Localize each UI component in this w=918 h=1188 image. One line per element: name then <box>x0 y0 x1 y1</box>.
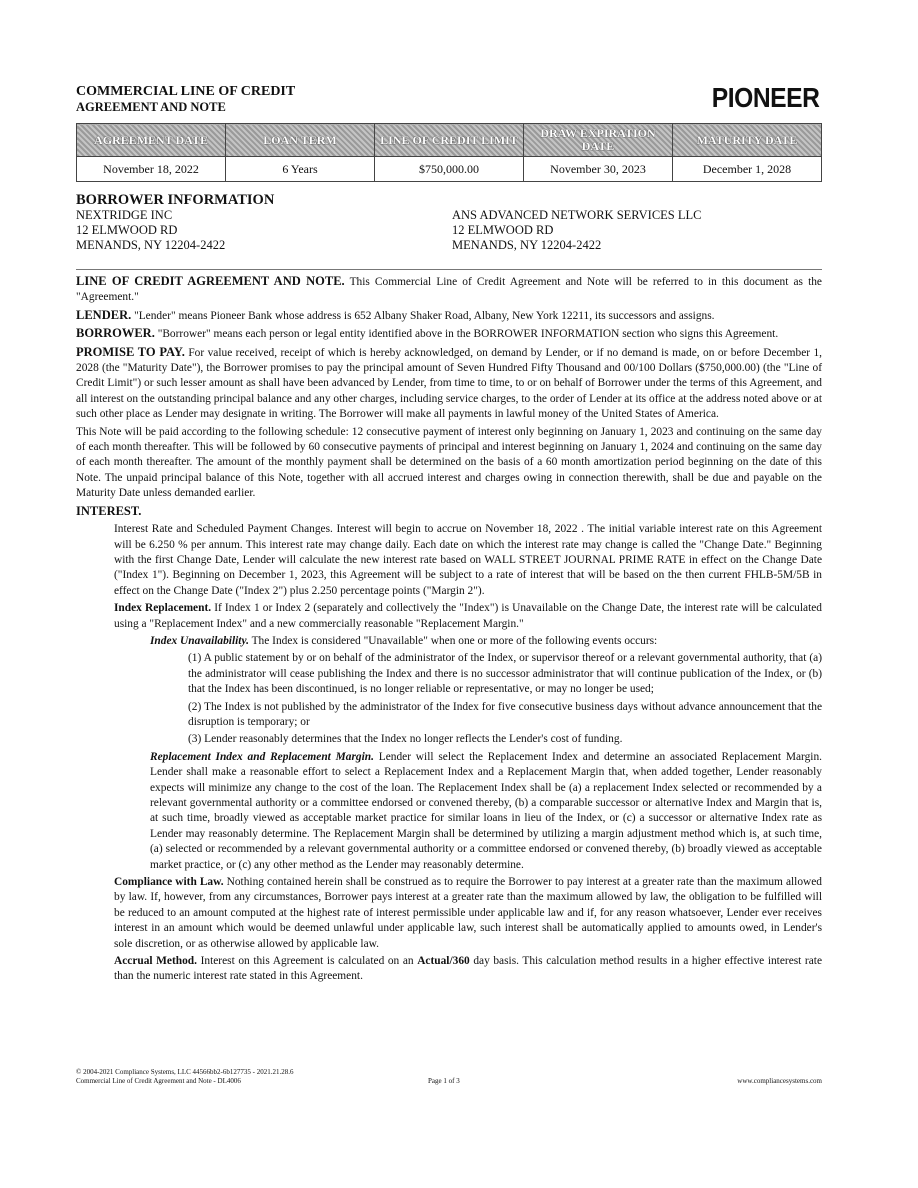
promise-paragraph <box>76 345 822 423</box>
footer-page-number: Page 1 of 3 <box>428 1077 460 1085</box>
replacement-heading: Index Replacement. <box>114 602 212 615</box>
document-title: COMMERCIAL LINE OF CREDIT <box>76 84 296 99</box>
lender-paragraph <box>76 308 822 324</box>
borrower-def-text: "Borrower" means each person or legal entity identified above in the BORROWER INFORMATION section who signs this Agreement. <box>157 328 779 341</box>
credit-limit-value: $750,000.00 <box>375 157 524 182</box>
agreement-body <box>76 274 822 987</box>
agreement-date-value: November 18, 2022 <box>77 157 226 182</box>
document-header <box>76 84 822 118</box>
header-loan-term: LOAN TERM <box>226 124 375 157</box>
interest-heading: INTEREST. <box>76 503 142 518</box>
borrower-left <box>76 208 225 253</box>
accrual-paragraph <box>114 954 822 985</box>
borrower-right-city: MENANDS, NY 12204-2422 <box>452 238 602 252</box>
agreement-paragraph <box>76 274 822 306</box>
replacement-margin-paragraph <box>150 750 822 873</box>
unavailability-item-1: (1) A public statement by or on behalf of the administrator of the Index, or supervisor thereof or a relevant governmental authority, that (a) the administrator will cease publishing the Index and there is no successor administrator that will continue publication of the Index, or (b) that the Index has been discontinued, is no longer reliable or representative, or may no longer be used; <box>188 652 822 696</box>
promise-text: For value received, receipt of which is hereby acknowledged, on demand by Lender, or if no demand is made, on or before December 1, 2028 (the "Maturity Date"), the Borrower promises to pay the principal amount of Seven Hundred Fifty Thousand and 00/100 Dollars ($750,000.00) (the "Line of Credit Limit") or such lesser amount as shall have been advanced by Lender, from time to time, to or on behalf of Borrower under the terms of this Agreement, and all interest on the outstanding principal balance and any other charges, including service charges, to the order of Lender at its office at the address noted above or at such other place as Lender may designate in writing. The Borrower will make all payments in lawful money of the United States of America. <box>76 346 823 421</box>
unavailability-heading: Index Unavailability. <box>150 634 249 647</box>
maturity-date-value: December 1, 2028 <box>673 157 822 182</box>
footer-website: www.compliancesystems.com <box>737 1077 822 1085</box>
footer-form-name: Commercial Line of Credit Agreement and Note - DL4006 <box>76 1077 241 1085</box>
lender-heading: LENDER. <box>76 307 132 322</box>
promise-heading: PROMISE TO PAY. <box>76 344 185 359</box>
lender-text: "Lender" means Pioneer Bank whose address is 652 Albany Shaker Road, Albany, New York 12211, its successors and assigns. <box>134 309 715 322</box>
header-maturity-date: MATURITY DATE <box>673 124 822 157</box>
borrower-right <box>452 208 701 253</box>
borrower-heading: BORROWER INFORMATION <box>76 192 275 208</box>
borrower-left-city: MENANDS, NY 12204-2422 <box>76 238 226 252</box>
compliance-text: Nothing contained herein shall be construed as to require the Borrower to pay interest at a greater rate than the maximum allowed by law. If, however, from any circumstances, Borrower pays interest at a greater rate than the maximum allowed by law, the obligation to be fulfilled will be reduced to an amount computed at the highest rate of interest permissible under applicable law and if, for any reason whatsoever, Lender ever receives interest in an amount which would be deemed unlawful under applicable law, such interest shall be automatically applied to amounts owed, in Lender's sole discretion, or as otherwise allowed by applicable law. <box>114 876 823 950</box>
borrower-def-heading: BORROWER. <box>76 326 155 341</box>
summary-header-row <box>77 124 822 157</box>
replacement-margin-text: Lender will select the Replacement Index and determine an associated Replacement Margin. Lender shall make a reasonable effort to select a Replacement Index and a Replacement Margin that, when added together, Lender reasonably expects will minimize any change to the cost of the loan. The Replacement Index shall be (a) a replacement Index selected or recommended by a relevant governmental authority or a committee endorsed or convened thereby, (b) a comparable successor or alternative Index and Margin that is, at such time, broadly viewed as acceptable market practice for similar loans in lieu of the Index, or (c) a successor or alternative Index rate as Lender may reasonably determine. The Replacement Margin shall be determined by utilizing a margin adjustment method which is, at such time, (a) selected or recommended by a relevant governmental authority or a committee endorsed or convened thereby, (b) broadly viewed as acceptable market practice, or (c) any other method as the Lender may reasonably determine. <box>150 750 822 871</box>
unavailability-text: The Index is considered "Unavailable" when one or more of the following events occurs: <box>251 634 658 647</box>
accrual-text-a: Interest on this Agreement is calculated on an <box>200 955 414 968</box>
header-agreement-date: AGREEMENT DATE <box>77 124 226 157</box>
header-draw-expiration: DRAW EXPIRATION DATE <box>524 124 673 157</box>
replacement-margin-heading: Replacement Index and Replacement Margin. <box>150 750 374 763</box>
footer-left <box>76 1068 293 1086</box>
replacement-paragraph <box>114 601 822 632</box>
unavailability-paragraph <box>150 634 822 649</box>
borrower-information <box>76 192 822 252</box>
summary-value-row <box>77 157 822 182</box>
borrower-right-street: 12 ELMWOOD RD <box>452 223 554 237</box>
footer-copyright: © 2004-2021 Compliance Systems, LLC 44566bb2-6b127735 - 2021.21.28.6 <box>76 1068 294 1076</box>
loan-term-value: 6 Years <box>226 157 375 182</box>
borrower-left-name: NEXTRIDGE INC <box>76 208 173 222</box>
compliance-heading: Compliance with Law. <box>114 876 224 889</box>
schedule-paragraph: This Note will be paid according to the following schedule: 12 consecutive payment of interest only beginning on January 1, 2023 and continuing on the same day of each month thereafter. This will be followed by 60 consecutive payments of principal and interest beginning on January 1, 2024 and continuing on the same day of each month thereafter. The amount of the monthly payment shall be determined on the basis of a 60 month amortization period beginning on the date of this Note. The unpaid principal balance of this Note, together with all accrued interest and charges owing in connection therewith, shall be due and payable on the Maturity Date unless demanded earlier. <box>76 425 822 500</box>
agreement-heading: LINE OF CREDIT AGREEMENT AND NOTE. <box>76 274 345 288</box>
pioneer-logo: PIONEER <box>712 82 820 113</box>
borrower-paragraph <box>76 326 822 342</box>
agreement-text: This Commercial Line of Credit Agreement and Note will be referred to in this document as the "Agreement." <box>76 276 822 304</box>
replacement-text: If Index 1 or Index 2 (separately and collectively the "Index") is Unavailable on the Change Date, the interest rate will be calculated using a "Replacement Index" and a new commercially reasonable "Replacement Margin." <box>114 602 822 630</box>
loan-summary-table <box>76 123 822 182</box>
section-divider <box>76 269 822 270</box>
borrower-right-name: ANS ADVANCED NETWORK SERVICES LLC <box>452 208 702 222</box>
borrower-left-street: 12 ELMWOOD RD <box>76 223 178 237</box>
draw-expiration-value: November 30, 2023 <box>524 157 673 182</box>
unavailability-item-3: (3) Lender reasonably determines that the Index no longer reflects the Lender's cost of funding. <box>188 733 623 746</box>
unavailability-item-2: (2) The Index is not published by the administrator of the Index for five consecutive business days without advance announcement that the disruption is temporary; or <box>188 700 822 728</box>
rate-paragraph: Interest Rate and Scheduled Payment Changes. Interest will begin to accrue on November 18, 2022 . The initial variable interest rate on this Agreement will be 6.250 % per annum. This interest rate may change daily. Each date on which the interest rate may change is called the "Change Date." Beginning with the first Change Date, Lender will calculate the new interest rate based on WALL STREET JOURNAL PRIME RATE in effect on the Change Date ("Index 1"). Beginning on December 1, 2023, this Agreement will be subject to a rate of interest that will be based on the then current FHLB-5M/5B in effect on the Change Date ("Index 2") plus 2.250 percentage points ("Margin 2"). <box>114 523 822 597</box>
accrual-text-b: day basis. This calculation method results in a higher effective interest rate than the numeric interest rate stated in this Agreement. <box>114 955 823 983</box>
compliance-paragraph <box>114 875 822 952</box>
accrual-basis: Actual/360 <box>417 955 470 968</box>
header-credit-limit: LINE OF CREDIT LIMIT <box>375 124 524 157</box>
document-subtitle: AGREEMENT AND NOTE <box>76 100 226 114</box>
accrual-heading: Accrual Method. <box>114 955 197 968</box>
